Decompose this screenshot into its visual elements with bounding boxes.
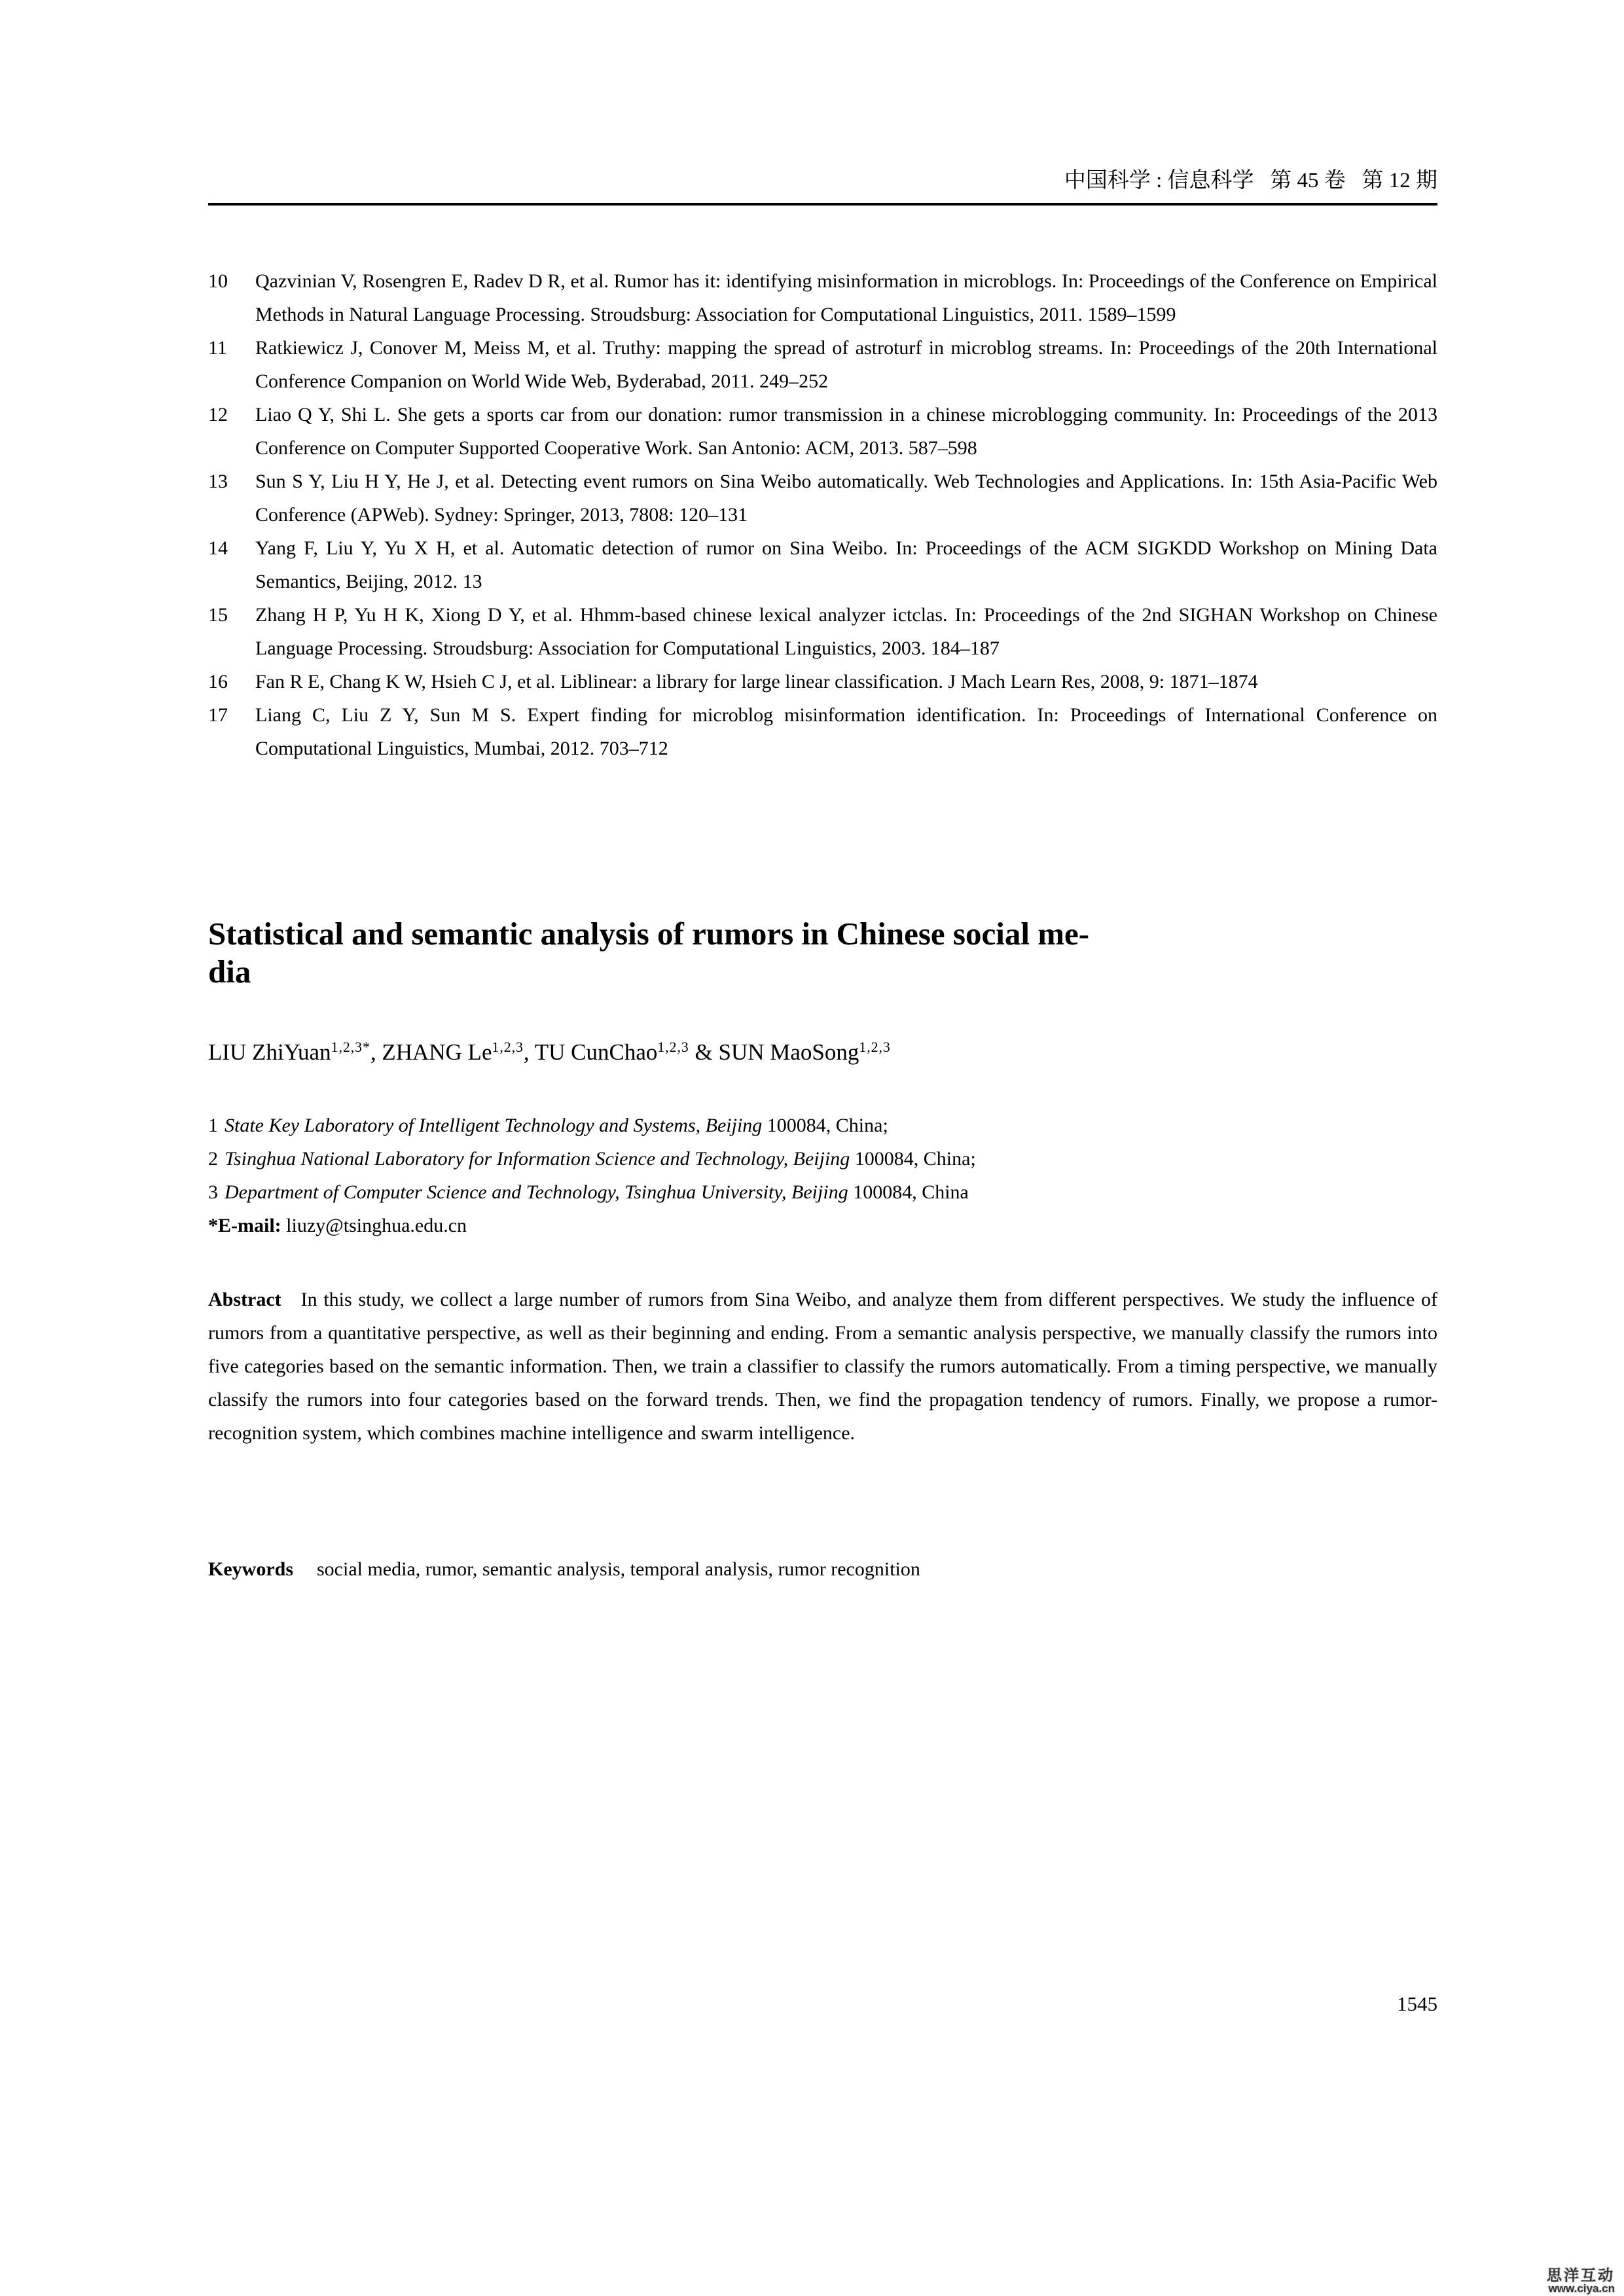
author: TU CunChao$^{1,2,3}$ & [534, 1039, 719, 1065]
header-rule [208, 203, 1437, 206]
reference-item [208, 598, 1437, 665]
reference-number: 17 [208, 704, 228, 726]
reference-item [208, 665, 1437, 698]
affiliation-name: Tsinghua National Laboratory for Information Science and Technology, Beijing [225, 1148, 850, 1170]
journal-header-text: 中国科学 : 信息科学 第 45 卷 第 12 期 [1064, 169, 1437, 192]
reference-number: 16 [208, 671, 228, 692]
abstract-text: In this study, we collect a large number of rumors from Sina Weibo, and analyze them from different perspectives. We study the influence of rumors from a quantitative perspective, as well as their beginning and ending. From a semantic analysis perspective, we manually classify the rumors into five categories based on the semantic information. Then, we train a classifier to classify the rumors automatically. From a timing perspective, we manually classify the rumors into four categories based on the forward trends. Then, we find the propagation tendency of rumors. Finally, we propose a rumor-recognition system, which combines machine intelligence and swarm intelligence. [208, 1289, 1437, 1444]
affiliation-name: Department of Computer Science and Technology, Tsinghua University, Beijing [225, 1181, 848, 1203]
author-affil-sup: 1,2,3 [859, 1039, 891, 1056]
article-title-line1: Statistical and semantic analysis of rumors in Chinese social me- [208, 916, 1090, 952]
reference-text: Fan R E, Chang K W, Hsieh C J, et al. Liblinear: a library for large linear classification. J Mach Learn Res, 2008, 9: 1871–1874 [255, 671, 1258, 692]
author-line [208, 1038, 1437, 1069]
article-title [208, 915, 1437, 991]
keywords-text: social media, rumor, semantic analysis, temporal analysis, rumor recognition [317, 1558, 920, 1580]
reference-item [208, 264, 1437, 331]
author-affil-sup: 1,2,3* [331, 1039, 370, 1056]
reference-text: Qazvinian V, Rosengren E, Radev D R, et al. Rumor has it: identifying misinformation in microblogs. In: Proceedings of the Conference on Empirical Methods in Natural Language Processing. Stroudsburg: Association for Computational Linguistics, 2011. 1589–1599 [255, 270, 1437, 325]
reference-number: 10 [208, 270, 228, 292]
affiliations-block [208, 1109, 1437, 1242]
keywords-label: Keywords [208, 1558, 293, 1580]
reference-list [208, 264, 1437, 765]
abstract-section [208, 1283, 1437, 1450]
author: LIU ZhiYuan$^{1,2,3*}$, [208, 1039, 382, 1065]
affiliation-item [208, 1109, 1437, 1142]
keywords-section [208, 1552, 1437, 1586]
reference-number: 11 [208, 337, 227, 359]
affiliation-number: 2 [208, 1148, 218, 1170]
affiliation-number: 1 [208, 1115, 218, 1136]
email-line [208, 1209, 1437, 1242]
affiliation-rest: 100084, China [853, 1181, 969, 1203]
watermark-brand-text: 思洋互动 [1547, 2267, 1615, 2284]
reference-text: Zhang H P, Yu H K, Xiong D Y, et al. Hhmm-based chinese lexical analyzer ictclas. In: Proceedings of the 2nd SIGHAN Workshop on Chinese Language Processing. Stroudsburg: Association for Computational Linguistics, 2003. 184–187 [255, 604, 1437, 659]
email-label: *E-mail: [208, 1215, 281, 1236]
reference-text: Liao Q Y, Shi L. She gets a sports car from our donation: rumor transmission in a chinese microblogging community. In: Proceedings of the 2013 Conference on Computer Supported Cooperative Work. San Antonio: ACM, 2013. 587–598 [255, 404, 1437, 459]
affiliation-name: State Key Laboratory of Intelligent Technology and Systems, Beijing [225, 1115, 763, 1136]
reference-text: Yang F, Liu Y, Yu X H, et al. Automatic detection of rumor on Sina Weibo. In: Proceedings of the ACM SIGKDD Workshop on Mining Data Semantics, Beijing, 2012. 13 [255, 537, 1437, 592]
reference-text: Sun S Y, Liu H Y, He J, et al. Detecting event rumors on Sina Weibo automatically. Web Technologies and Applications. In: 15th Asia-Pacific Web Conference (APWeb). Sydney: Springer, 2013, 7808: 120–131 [255, 471, 1437, 526]
reference-item [208, 465, 1437, 531]
author-separator: , [370, 1039, 382, 1065]
reference-item [208, 531, 1437, 598]
author-affil-sup: 1,2,3 [492, 1039, 524, 1056]
author-separator: & [689, 1039, 719, 1065]
author: ZHANG Le$^{1,2,3}$, [382, 1039, 535, 1065]
abstract-label: Abstract [208, 1289, 281, 1310]
author: SUN MaoSong$^{1,2,3}$ [718, 1039, 891, 1065]
reference-item [208, 398, 1437, 465]
reference-number: 14 [208, 537, 228, 559]
author-affil-sup: 1,2,3 [657, 1039, 689, 1056]
reference-number: 15 [208, 604, 228, 626]
affiliation-rest: 100084, China; [854, 1148, 976, 1170]
author-separator: , [523, 1039, 535, 1065]
affiliation-number: 3 [208, 1181, 218, 1203]
reference-text: Ratkiewicz J, Conover M, Meiss M, et al. Truthy: mapping the spread of astroturf in microblog streams. In: Proceedings of the 20th International Conference Companion on World Wide Web, Byderabad, 2011. 249–252 [255, 337, 1437, 392]
reference-number: 12 [208, 404, 228, 425]
reference-text: Liang C, Liu Z Y, Sun M S. Expert finding for microblog misinformation identification. In: Proceedings of International Conference on Computational Linguistics, Mumbai, 2012. 703–712 [255, 704, 1437, 759]
article-title-line2: dia [208, 954, 251, 990]
watermark [1547, 2267, 1615, 2295]
reference-item [208, 331, 1437, 398]
affiliation-item [208, 1175, 1437, 1209]
watermark-url-text: www.ciya.cn [1548, 2282, 1615, 2295]
email-address: liuzy@tsinghua.edu.cn [286, 1215, 467, 1236]
reference-number: 13 [208, 471, 228, 492]
reference-item [208, 698, 1437, 765]
page-number: 1545 [1397, 1992, 1437, 2015]
affiliation-item [208, 1142, 1437, 1175]
affiliation-rest: 100084, China; [767, 1115, 888, 1136]
